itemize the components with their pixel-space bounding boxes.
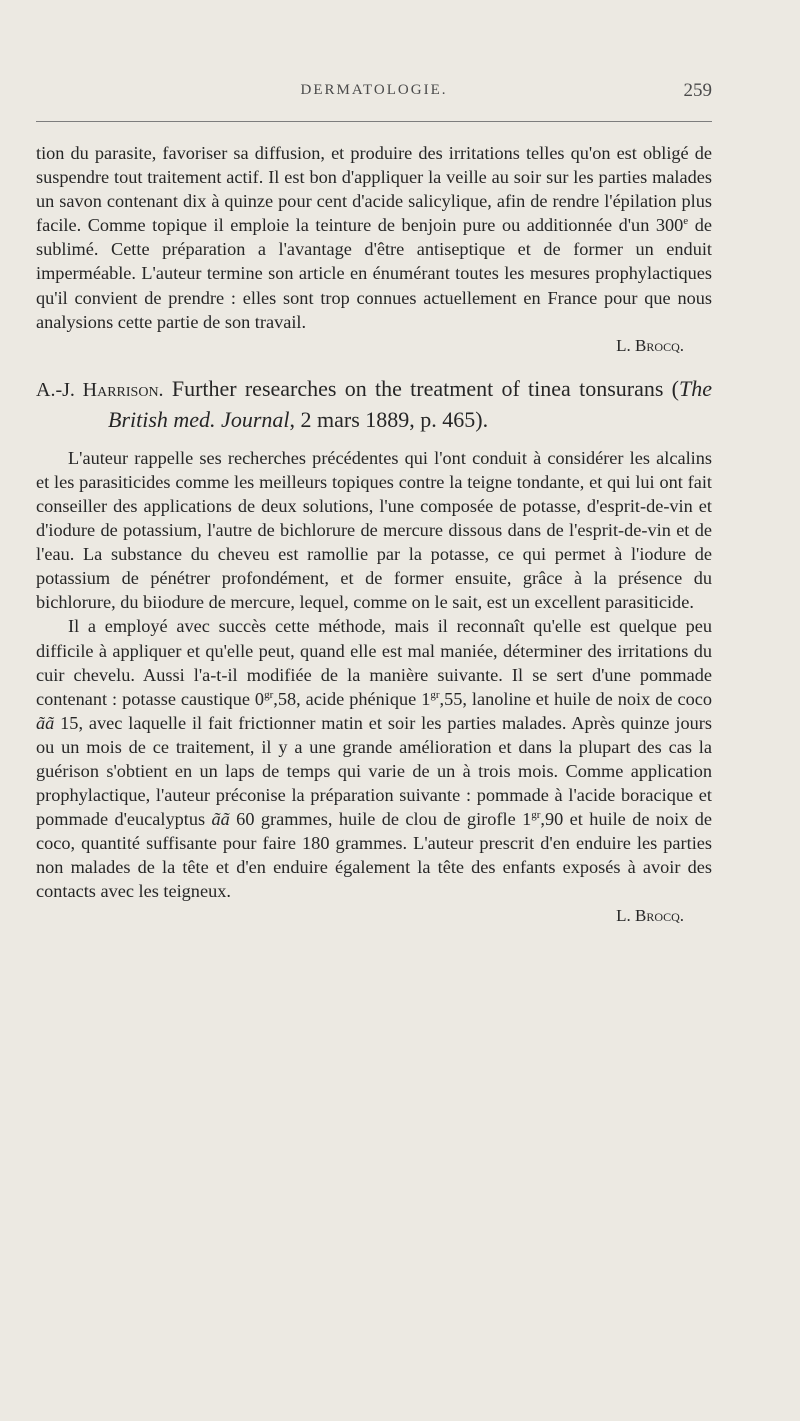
article-author: A.-J. Harrison. [36,378,164,401]
continued-text-end: de sublimé. Cette préparation a l'avantage d'être antiseptique et de former un enduit imperméable. L'auteur termine son article en énumérant toutes les mesures prophylactiques qu'il convient de prendre : elles sont trop connues actuellement en France pour que nous analysions cette partie de son travail. [36,215,712,332]
header-rule [36,121,712,122]
continued-paragraph [36,141,712,334]
ana-abbreviation: ãã [36,712,55,733]
article-title: Further researches on the treatment of tinea tonsurans [163,375,672,401]
gram-superscript: gr [264,688,274,701]
gram-superscript: gr [430,688,440,701]
ana-abbreviation: ãã [211,809,230,830]
running-title: DERMATOLOGIE. [300,82,448,98]
p2-part-c: ,55, lanoline et huile de noix de coco [439,688,712,709]
p2-part-f: ,90 et huile de noix de coco, quantité suffisante pour faire 180 grammes. L'auteur prescrit d'en enduire les parties non malades de la tête et d'en enduire également la tête des enfants exposés à avoir des contacts avec les teigneux. [36,809,712,902]
p2-part-a: Il a employé avec succès cette méthode, mais il reconnaît qu'elle est quelque peu difficile à appliquer et qu'elle peut, quand elle est mal maniée, déterminer des irritations du cuir chevelu. Aussi l'a-t-il modifiée de la manière suivante. Il se sert d'une pommade contenant : potasse caustique 0 [36,616,712,709]
source-open: ( [671,375,679,401]
ordinal-superscript: e [683,215,689,228]
signature: L. Brocq. [616,335,684,355]
page-number: 259 [683,80,712,101]
article-paragraph: L'auteur rappelle ses recherches précédentes qui l'ont conduit à considérer les alcalins et les parasiticides comme les meilleurs topiques contre la teigne tondante, et qui lui ont fait conseiller des applications de deux solutions, l'une composée de potasse, d'esprit-de-vin et d'iodure de potassium, l'autre de bichlorure de mercure dissous dans de l'esprit-de-vin et de l'eau. La substance du cheveu est ramollie par la potasse, ce qui permet à l'iodure de potassium de pénétrer profondément, et de former ensuite, grâce à la présence du bichlorure, du biiodure de mercure, lequel, comme on le sait, est un excellent parasiticide. [36,447,712,613]
continued-text: tion du parasite, favoriser sa diffusion, et produire des irritations telles qu'on est obligé de suspendre tout traitement actif. Il est bon d'appliquer la veille au soir sur les parties malades un savon contenant dix à quinze pour cent d'acide salicylique, afin de rendre l'épilation plus facile. Comme topique il emploie la teinture de benjoin pure ou additionnée d'un 300 [36,143,712,236]
page-header [36,82,712,110]
article-paragraph-2 [36,614,712,903]
gram-superscript: gr [531,809,541,822]
page-content [36,141,712,928]
source-details: , 2 mars 1889, p. 465). [289,406,489,432]
p2-part-e: 60 grammes, huile de clou de girofle 1 [229,809,532,830]
signature: L. Brocq. [616,905,684,925]
p2-part-d: 15, avec laquelle il fait frictionner matin et soir les parties malades. Après quinze jours ou un mois de ce traitement, il y a une grande amélioration et dans la plupart des cas la guérison s'obtient en un laps de temps qui varie de un à trois mois. Comme application prophylactique, l'auteur préconise la préparation suivante : pommade à l'acide boracique et pommade d'eucalyptus [36,712,712,830]
spacer [36,434,712,446]
source-journal: The British med. Journal [108,375,712,432]
article-heading [36,374,712,434]
p2-part-b: ,58, acide phénique 1 [273,688,431,709]
